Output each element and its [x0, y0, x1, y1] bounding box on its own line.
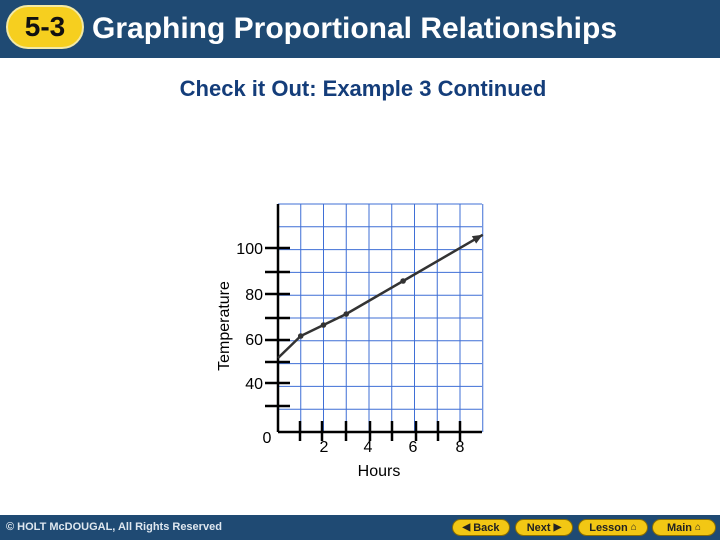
- y-tick-label: 80: [245, 287, 263, 304]
- copyright-text: © HOLT McDOUGAL, All Rights Reserved: [6, 521, 222, 533]
- data-point: [343, 311, 349, 317]
- data-point: [321, 322, 327, 328]
- x-tick-label: 0: [262, 430, 272, 447]
- next-label: Next: [526, 521, 551, 534]
- y-tick-label: 100: [236, 241, 263, 258]
- series-line: [278, 235, 483, 358]
- y-tick-label: 40: [245, 376, 263, 393]
- back-label: Back: [473, 521, 500, 534]
- home-icon: ⌂: [695, 521, 702, 533]
- lesson-label: Lesson: [589, 521, 628, 534]
- data-point: [400, 278, 406, 284]
- y-tick-label: 60: [245, 332, 263, 349]
- lesson-number-badge: 5-3: [6, 5, 84, 49]
- data-point: [298, 333, 304, 339]
- x-tick-label: 4: [363, 439, 373, 456]
- home-icon: ⌂: [630, 521, 637, 533]
- x-tick-label: 2: [319, 439, 329, 456]
- slide-subtitle: Check it Out: Example 3 Continued: [179, 76, 547, 101]
- footer-bar: [0, 515, 720, 540]
- next-button[interactable]: [515, 519, 573, 536]
- lesson-button[interactable]: [578, 519, 648, 536]
- arrow-left-icon: ◀: [462, 521, 471, 533]
- x-tick-label: 6: [408, 439, 418, 456]
- arrow-right-icon: ▶: [553, 521, 562, 533]
- x-tick-label: 8: [455, 439, 465, 456]
- main-label: Main: [666, 521, 692, 534]
- main-button[interactable]: [652, 519, 716, 536]
- header-title: Graphing Proportional Relationships: [92, 12, 618, 45]
- back-button[interactable]: [452, 519, 510, 536]
- y-axis-label: Temperature: [216, 281, 233, 371]
- x-axis-label: Hours: [357, 463, 401, 480]
